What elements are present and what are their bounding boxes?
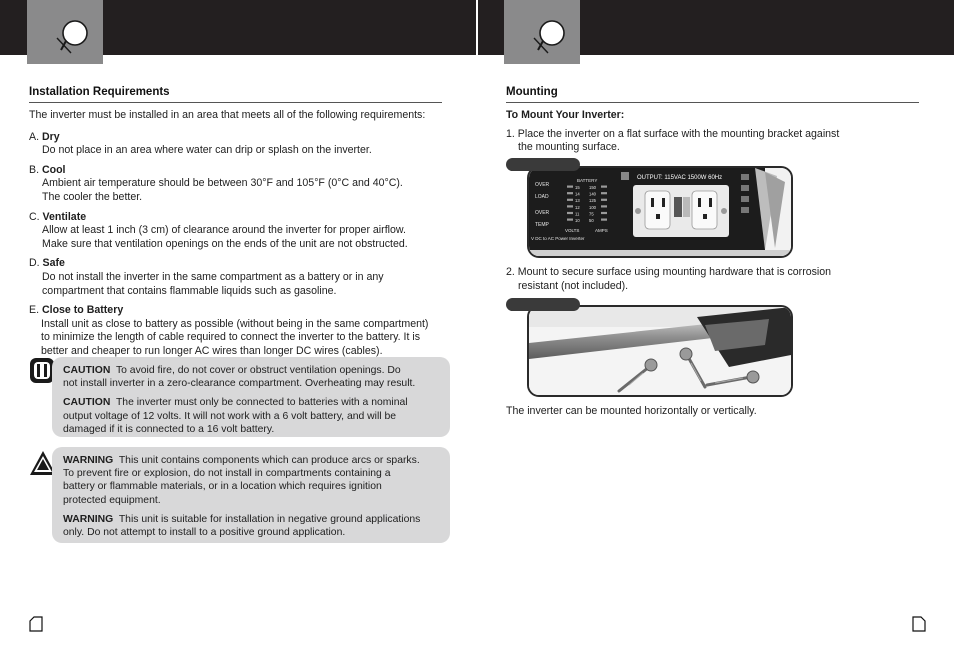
- step-2: 2. Mount to secure surface using mounting hardware that is corrosion: [506, 266, 832, 278]
- requirement-text: to minimize the length of cable required to connect the inverter to the battery. It is: [41, 331, 421, 344]
- volt-led: [567, 205, 573, 207]
- requirement-title: Cool: [41, 163, 66, 176]
- requirement-title: Dry: [41, 130, 60, 143]
- subhead-mount: To Mount Your Inverter:: [506, 109, 625, 121]
- requirement-title: Close to Battery: [41, 304, 124, 317]
- volt-scale-label: 10: [575, 218, 580, 223]
- volt-scale-label: 15: [575, 185, 580, 190]
- requirement-text: Do not install the inverter in the same compartment as a battery or in any: [42, 270, 384, 283]
- panel-volts: VOLTS: [565, 228, 580, 233]
- volt-led: [567, 219, 573, 221]
- step-1: 1. Place the inverter on a flat surface with the mounting bracket against: [506, 127, 840, 140]
- panel-ovr: OVER: [535, 210, 550, 216]
- requirement-text: The cooler the better.: [42, 190, 143, 203]
- section-title-installation: Installation Requirements: [29, 86, 442, 103]
- step-1-cont: the mounting surface.: [518, 141, 620, 154]
- amp-scale-label: 75: [589, 211, 594, 217]
- screws-image: [529, 307, 791, 395]
- panel-load: LOAD: [535, 194, 549, 200]
- requirement-text: Install unit as close to battery as possible (without being in the same compartment): [41, 317, 429, 330]
- header-tab-left: [27, 0, 103, 64]
- step-2-cont: resistant (not included).: [518, 280, 629, 292]
- amp-scale-label: 50: [589, 218, 594, 223]
- section-title-mounting: Mounting: [506, 86, 919, 103]
- amp-scale-label: 100: [589, 204, 596, 210]
- volt-scale-label: 14: [575, 191, 580, 197]
- volt-scale-label: 11: [575, 211, 580, 217]
- requirement-text: better and cheaper to run longer AC wires than longer DC wires (cables).: [41, 344, 383, 357]
- requirement-safe: D. Safe Do not install the inverter in the same compartment as a battery or in any compartment that contains flammable liquids such as gasoline.: [29, 257, 442, 298]
- caution-label: CAUTION: [63, 397, 111, 409]
- volt-scale-label: 12: [575, 204, 580, 210]
- requirement-text: Ambient air temperature should be between 30°F and 105°F (0°C and 40°C).: [42, 177, 403, 190]
- requirement-title: Safe: [42, 257, 65, 270]
- page-corner-icon: [29, 616, 43, 632]
- mounting-hardware-photo: [527, 305, 793, 397]
- volt-scale-label: 13: [575, 198, 580, 204]
- requirement-dry: A. Dry Do not place in an area where water can drip or splash on the inverter.: [29, 131, 442, 158]
- panel-model: V DC to AC Power Inverter: [531, 236, 585, 241]
- amp-scale-label: 150: [589, 185, 596, 190]
- volt-led: [567, 186, 573, 188]
- requirement-close-to-battery: E. Close to Battery Install unit as close to battery as possible (without being in the same compartment) to minimize the length of cable required to connect the inverter to the battery. It is better and cheaper to run longer AC wires than longer DC wires (cables).: [29, 304, 442, 358]
- panel-over: OVER: [535, 182, 550, 188]
- amp-led: [601, 199, 607, 201]
- right-column: [506, 86, 919, 155]
- magnifier-icon: [37, 6, 97, 58]
- requirement-title: Ventilate: [42, 210, 87, 223]
- amp-led: [601, 219, 607, 221]
- requirement-cool: B. Cool Ambient air temperature should be between 30°F and 105°F (0°C and 40°C). The cooler the better.: [29, 164, 442, 205]
- magnifier-icon: [514, 6, 574, 58]
- amp-led: [601, 186, 607, 188]
- panel-amps: AMPS: [595, 228, 608, 233]
- inverter-photo: [527, 166, 793, 258]
- caution-box: CAUTION To avoid fire, do not cover or obstruct ventilation openings. Do not install inverter in a zero-clearance compartment. Overheating may result. CAUTION The inverter must only be connected to batteries with a nominal output voltage of 12 volts. It will not work with a 6 volt battery, and will be damaged if it is connected to a 16 volt battery.: [52, 357, 450, 437]
- left-column: [29, 86, 442, 365]
- photo-label-tab: [506, 298, 580, 311]
- mounting-footer-text: The inverter can be mounted horizontally or vertically.: [506, 405, 757, 417]
- amp-led: [601, 205, 607, 207]
- warning-label: WARNING: [63, 455, 114, 466]
- amp-scale-label: 125: [589, 198, 596, 204]
- photo-label-tab: [506, 158, 580, 171]
- volt-led: [567, 212, 573, 214]
- caution-label: CAUTION: [63, 365, 111, 376]
- requirement-text: Allow at least 1 inch (3 cm) of clearance around the inverter for proper airflow.: [42, 224, 406, 237]
- panel-temp: TEMP: [535, 222, 549, 228]
- volt-led: [567, 199, 573, 201]
- inverter-panel-image: [529, 168, 791, 256]
- header-tab-right: [504, 0, 580, 64]
- warning-box: WARNING This unit contains components which can produce arcs or sparks. To prevent fire or explosion, do not install in compartments containing a battery or flammable materials, or in a location which requires ignition protected equipment. WARNING This unit is suitable for installation in negative ground applications only. Do not attempt to install to a positive ground application.: [52, 447, 450, 543]
- requirement-text: Make sure that ventilation openings on the ends of the unit are not obstructed.: [42, 237, 408, 250]
- warning-label: WARNING: [63, 513, 114, 525]
- requirement-ventilate: C. Ventilate Allow at least 1 inch (3 cm) of clearance around the inverter for proper airflow. Make sure that ventilation openings on the ends of the unit are not obstructed.: [29, 211, 442, 252]
- requirement-text: Do not place in an area where water can drip or splash on the inverter.: [42, 144, 372, 157]
- panel-output: OUTPUT: 115VAC 1500W 60Hz: [637, 175, 723, 181]
- amp-scale-label: 140: [589, 191, 596, 197]
- intro-text: The inverter must be installed in an area that meets all of the following requirements:: [29, 109, 426, 121]
- requirement-text: compartment that contains flammable liquids such as gasoline.: [42, 284, 337, 297]
- amp-led: [601, 212, 607, 214]
- volt-led: [567, 192, 573, 194]
- page-corner-icon: [912, 616, 926, 632]
- panel-battery: BATTERY: [577, 178, 598, 183]
- amp-led: [601, 192, 607, 194]
